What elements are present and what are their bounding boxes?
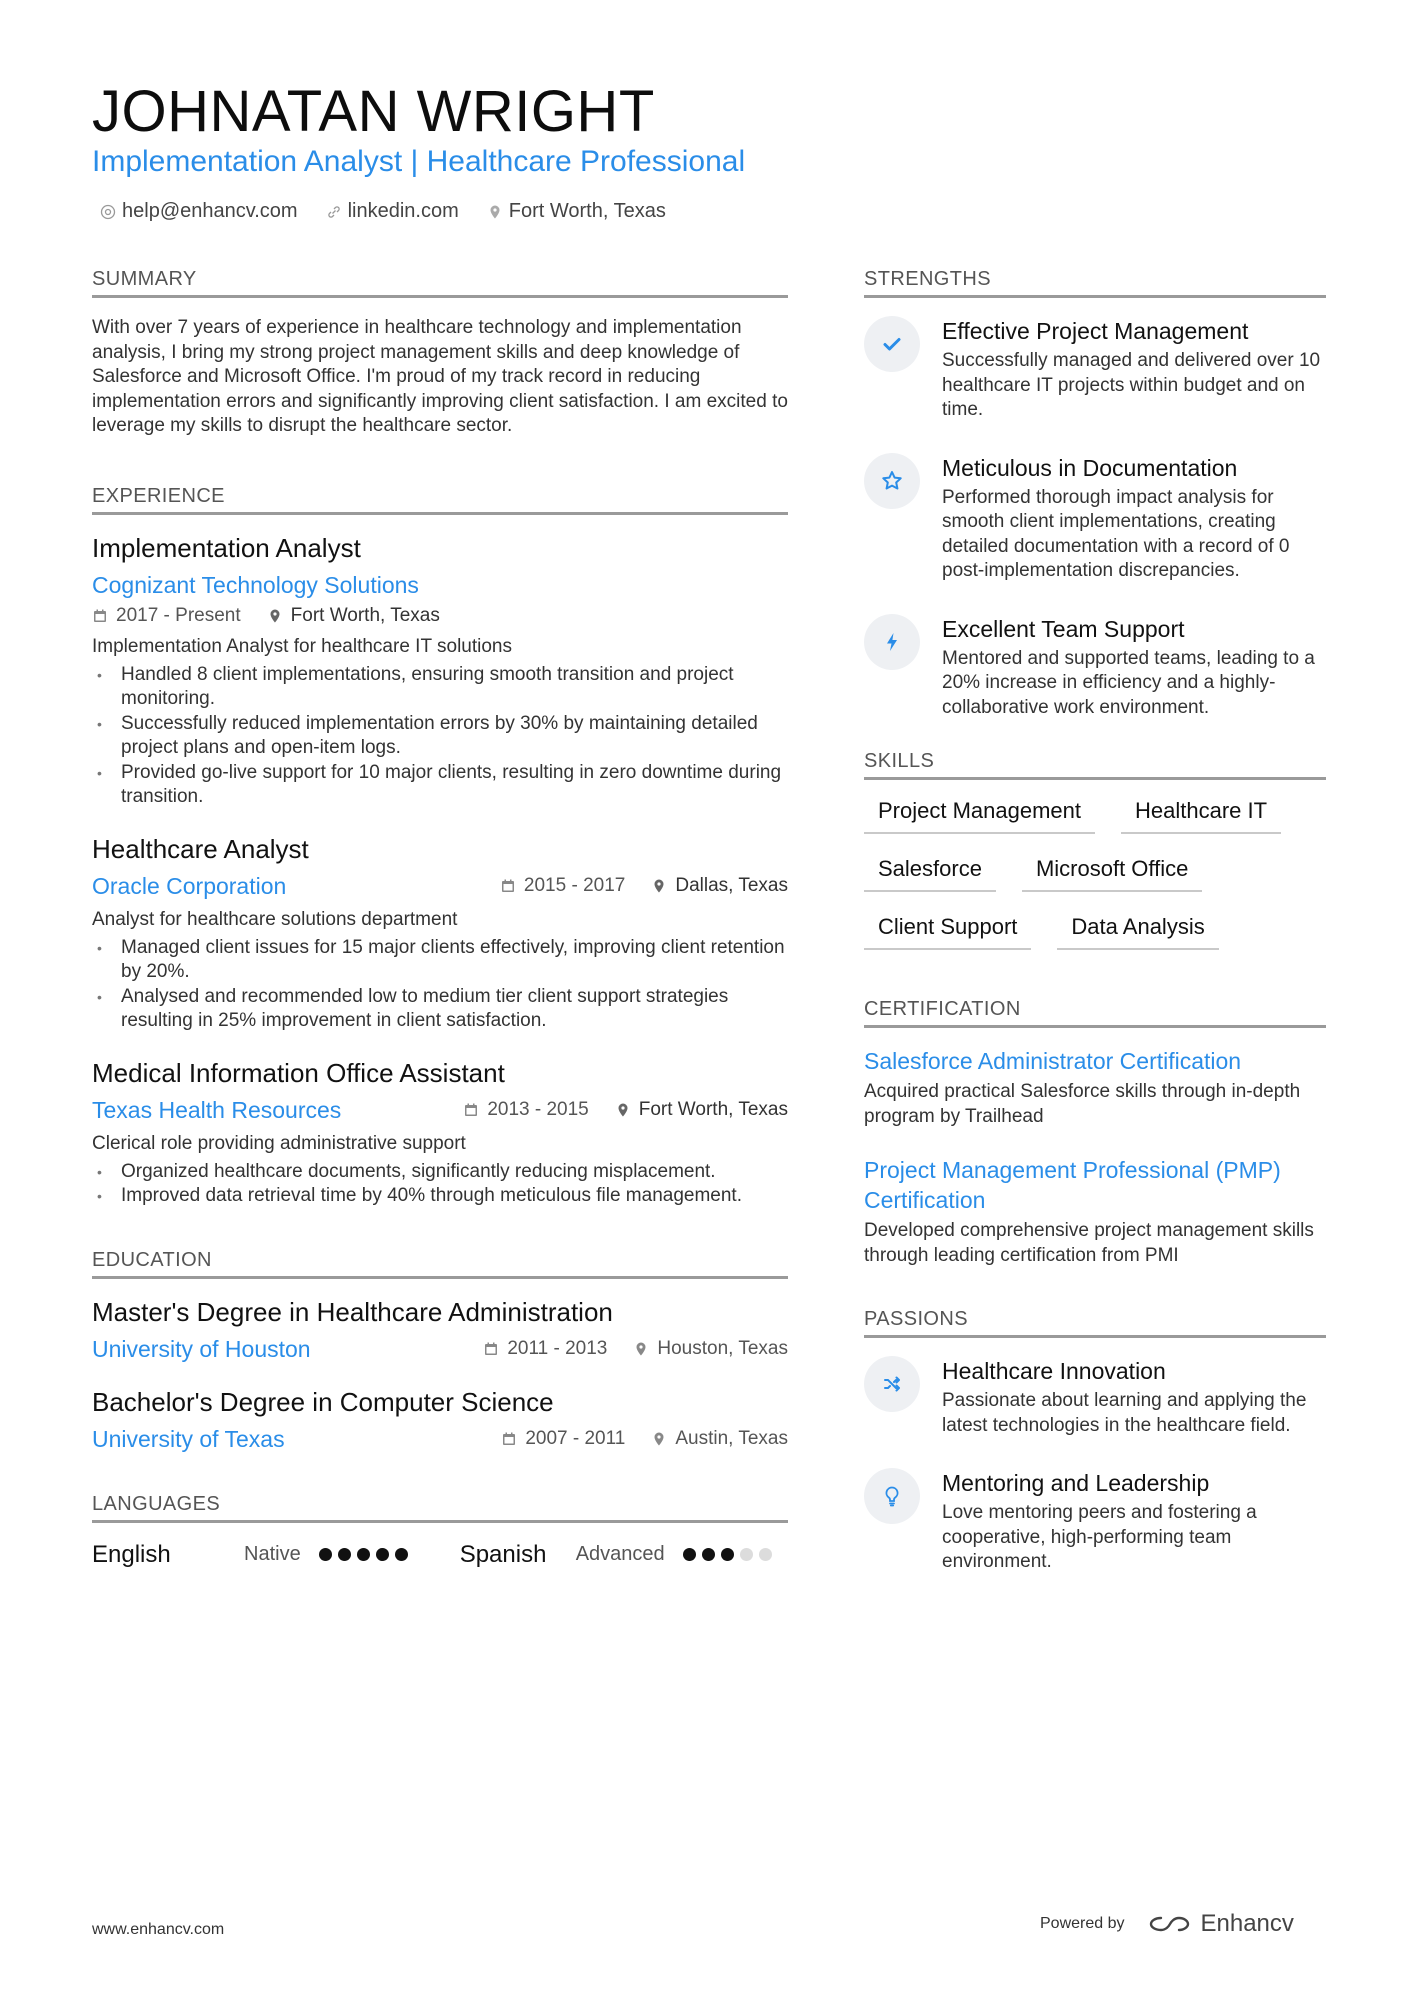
summary-text: With over 7 years of experience in healthcare technology and implementation analysis, I bring my strong project management skills and deep knowledge of Salesforce and Microsoft Office. I'm proud of my track record in reducing implementation errors and significantly improving client satisfaction. I am excited to leverage my skills to disrupt the healthcare sector.: [92, 317, 788, 436]
lightbulb-icon: [880, 1484, 904, 1508]
location-pin-icon: [651, 1431, 667, 1447]
job-description: Clerical role providing administrative support: [92, 1132, 466, 1154]
job-dates: [92, 605, 241, 627]
job-location: [615, 1099, 788, 1121]
certification-section: [864, 998, 1326, 1268]
checkmark-icon: [880, 332, 904, 356]
job-location: [651, 875, 788, 897]
skills-heading: SKILLS: [864, 750, 1326, 780]
certification-title: Project Management Professional (PMP) Certification: [864, 1157, 1281, 1213]
strengths-heading: STRENGTHS: [864, 268, 1326, 298]
certification-heading: CERTIFICATION: [864, 998, 1326, 1028]
degree-title: Master's Degree in Healthcare Administration: [92, 1296, 613, 1327]
school-row: [92, 1426, 788, 1453]
strengths-section: [864, 268, 1326, 720]
left-column: [92, 268, 788, 1569]
passion-icon-wrap: [864, 1468, 920, 1524]
footer-website[interactable]: www.enhancv.com: [92, 1921, 225, 1938]
location-pin-icon: [651, 878, 667, 894]
brand-logo[interactable]: [1147, 1910, 1294, 1938]
skill-tag: Project Management: [864, 798, 1095, 834]
linkedin-contact[interactable]: [326, 200, 459, 223]
job-location-text: Dallas, Texas: [675, 875, 788, 896]
email-text: help@enhancv.com: [122, 200, 298, 222]
certification-description: Acquired practical Salesforce skills through in-depth program by Trailhead: [864, 1081, 1301, 1127]
brand-name: Enhancv: [1200, 1910, 1294, 1937]
experience-heading: EXPERIENCE: [92, 485, 788, 515]
strength-icon-wrap: [864, 614, 920, 670]
job-title: Medical Information Office Assistant: [92, 1057, 505, 1088]
education-dates: [483, 1338, 607, 1360]
education-location: [651, 1428, 788, 1450]
passion-description: Love mentoring peers and fostering a cooperative, high-performing team environment.: [942, 1502, 1257, 1572]
calendar-icon: [483, 1341, 499, 1357]
location-pin-icon: [633, 1341, 649, 1357]
candidate-name: JOHNATAN WRIGHT: [92, 79, 655, 144]
certification-item: [864, 1155, 1326, 1268]
school-row: [92, 1336, 788, 1363]
rating-dot-empty: [740, 1548, 753, 1561]
job-company-row: [92, 873, 788, 900]
experience-section: [92, 485, 788, 1209]
bullet-item: • Managed client issues for 15 major clients effectively, improving client retention by 20%.: [92, 936, 788, 985]
language-level: Advanced: [575, 1543, 665, 1565]
languages-section: [92, 1493, 788, 1569]
job-location-text: Fort Worth, Texas: [638, 1099, 788, 1120]
job-title: Healthcare Analyst: [92, 833, 309, 864]
location-contact: [487, 200, 666, 223]
school-name: University of Houston: [92, 1335, 311, 1362]
star-icon: [880, 469, 904, 493]
languages-heading: LANGUAGES: [92, 1493, 788, 1523]
summary-section: [92, 268, 788, 439]
languages-row: [92, 1541, 788, 1569]
language-name: English: [92, 1540, 171, 1568]
education-dates-text: 2007 - 2011: [525, 1428, 626, 1449]
rating-dot-filled: [376, 1548, 389, 1561]
linkedin-text: linkedin.com: [347, 200, 459, 222]
skills-list: [864, 798, 1326, 950]
job-dates-text: 2015 - 2017: [523, 875, 626, 896]
job-meta: [500, 875, 788, 897]
skills-section: [864, 750, 1326, 950]
strength-description: Mentored and supported teams, leading to a 20% increase in efficiency and a highly-collaborative work environment.: [942, 647, 1315, 718]
bullet-item: • Provided go-live support for 10 major clients, resulting in zero downtime during transition.: [92, 761, 788, 810]
job-dates: [463, 1099, 588, 1121]
education-heading: EDUCATION: [92, 1249, 788, 1279]
education-location-text: Austin, Texas: [675, 1428, 788, 1449]
strength-icon-wrap: [864, 453, 920, 509]
education-section: [92, 1249, 788, 1453]
rating-dot-filled: [357, 1548, 370, 1561]
education-location-text: Houston, Texas: [657, 1338, 788, 1359]
job-entry: [92, 533, 788, 810]
bullet-item: • Handled 8 client implementations, ensuring smooth transition and project monitoring.: [92, 663, 788, 712]
bullet-item: • Improved data retrieval time by 40% through meticulous file management.: [92, 1184, 788, 1209]
passion-item: [864, 1356, 1326, 1438]
strength-icon-wrap: [864, 316, 920, 372]
rating-dot-filled: [319, 1548, 332, 1561]
passion-title: Healthcare Innovation: [942, 1358, 1166, 1384]
job-meta: [92, 605, 788, 627]
passion-title: Mentoring and Leadership: [942, 1470, 1210, 1496]
bullet-item: • Successfully reduced implementation errors by 30% by maintaining detailed project plans and open-item logs.: [92, 712, 788, 761]
skill-tag: Salesforce: [864, 856, 996, 892]
certification-description: Developed comprehensive project management skills through leading certification from PMI: [864, 1220, 1314, 1266]
education-location: [633, 1338, 788, 1360]
education-meta: [501, 1428, 788, 1450]
strength-title: Excellent Team Support: [942, 615, 1185, 642]
job-dates-text: 2013 - 2015: [487, 1099, 589, 1120]
company-name: Texas Health Resources: [92, 1096, 342, 1123]
passion-description: Passionate about learning and applying the latest technologies in the healthcare field.: [942, 1390, 1307, 1436]
job-description: Analyst for healthcare solutions department: [92, 908, 458, 930]
language-rating: [683, 1548, 772, 1561]
job-bullets: [92, 1160, 788, 1209]
skill-tag: Microsoft Office: [1022, 856, 1202, 892]
strength-item: [864, 453, 1326, 584]
contact-bar: [100, 200, 666, 223]
job-description: Implementation Analyst for healthcare IT solutions: [92, 635, 512, 657]
job-location-text: Fort Worth, Texas: [290, 604, 440, 626]
location-pin-icon: [615, 1102, 631, 1118]
strength-item: [864, 316, 1326, 423]
job-company-row: [92, 1097, 788, 1124]
enhancv-logo-icon: [1147, 1912, 1193, 1936]
passion-item: [864, 1468, 1326, 1575]
skill-tag: Client Support: [864, 914, 1031, 950]
job-bullets: [92, 663, 788, 810]
company-name: Oracle Corporation: [92, 872, 287, 899]
location-pin-icon: [487, 204, 503, 220]
education-dates-text: 2011 - 2013: [507, 1338, 608, 1359]
bullet-item: • Organized healthcare documents, significantly reducing misplacement.: [92, 1160, 788, 1185]
job-meta: [463, 1099, 788, 1121]
degree-title: Bachelor's Degree in Computer Science: [92, 1386, 554, 1417]
summary-heading: SUMMARY: [92, 268, 788, 298]
passions-section: [864, 1308, 1326, 1575]
school-name: University of Texas: [92, 1425, 285, 1452]
calendar-icon: [501, 1431, 517, 1447]
education-dates: [501, 1428, 625, 1450]
location-pin-icon: [267, 608, 283, 624]
shuffle-arrow-icon: [880, 1372, 904, 1396]
education-meta: [483, 1338, 788, 1360]
bullet-item: • Analysed and recommended low to medium tier client support strategies resulting in 25% improvement in client satisfaction.: [92, 985, 788, 1034]
footer-branding: [1040, 1910, 1294, 1938]
candidate-title: Implementation Analyst | Healthcare Professional: [92, 145, 746, 178]
skill-tag: Data Analysis: [1057, 914, 1218, 950]
rating-dot-empty: [759, 1548, 772, 1561]
rating-dot-filled: [721, 1548, 734, 1561]
skill-tag: Healthcare IT: [1121, 798, 1281, 834]
calendar-icon: [500, 878, 516, 894]
email-contact[interactable]: [100, 200, 298, 223]
powered-by-text: Powered by: [1040, 1915, 1125, 1932]
right-column: [864, 268, 1326, 1605]
strength-title: Meticulous in Documentation: [942, 454, 1238, 481]
language-level: Native: [244, 1543, 301, 1565]
education-entry: [92, 1387, 788, 1453]
job-location: [267, 605, 440, 627]
passions-heading: PASSIONS: [864, 1308, 1326, 1338]
education-entry: [92, 1297, 788, 1363]
strength-title: Effective Project Management: [942, 318, 1249, 344]
certification-item: [864, 1046, 1326, 1129]
certification-title: Salesforce Administrator Certification: [864, 1048, 1242, 1074]
job-entry: [92, 834, 788, 1034]
job-bullets: [92, 936, 788, 1034]
strength-description: Performed thorough impact analysis for smooth client implementations, creating detailed documentation with a record of 0 post-implementation discrepancies.: [942, 486, 1290, 581]
strength-item: [864, 614, 1326, 721]
link-icon: [326, 204, 342, 220]
language-name: Spanish: [459, 1540, 547, 1568]
language-rating: [319, 1548, 408, 1561]
at-icon: [100, 204, 116, 220]
passion-icon-wrap: [864, 1356, 920, 1412]
location-text: Fort Worth, Texas: [508, 200, 666, 222]
rating-dot-filled: [702, 1548, 715, 1561]
calendar-icon: [463, 1102, 479, 1118]
job-dates: [500, 875, 625, 897]
calendar-icon: [92, 608, 108, 624]
job-entry: [92, 1058, 788, 1209]
rating-dot-filled: [338, 1548, 351, 1561]
company-name: Cognizant Technology Solutions: [92, 571, 419, 598]
job-title: Implementation Analyst: [92, 532, 361, 563]
rating-dot-filled: [395, 1548, 408, 1561]
lightning-icon: [880, 630, 904, 654]
job-dates-text: 2017 - Present: [116, 604, 241, 626]
strength-description: Successfully managed and delivered over 10 healthcare IT projects within budget and on time.: [942, 350, 1321, 420]
rating-dot-filled: [683, 1548, 696, 1561]
